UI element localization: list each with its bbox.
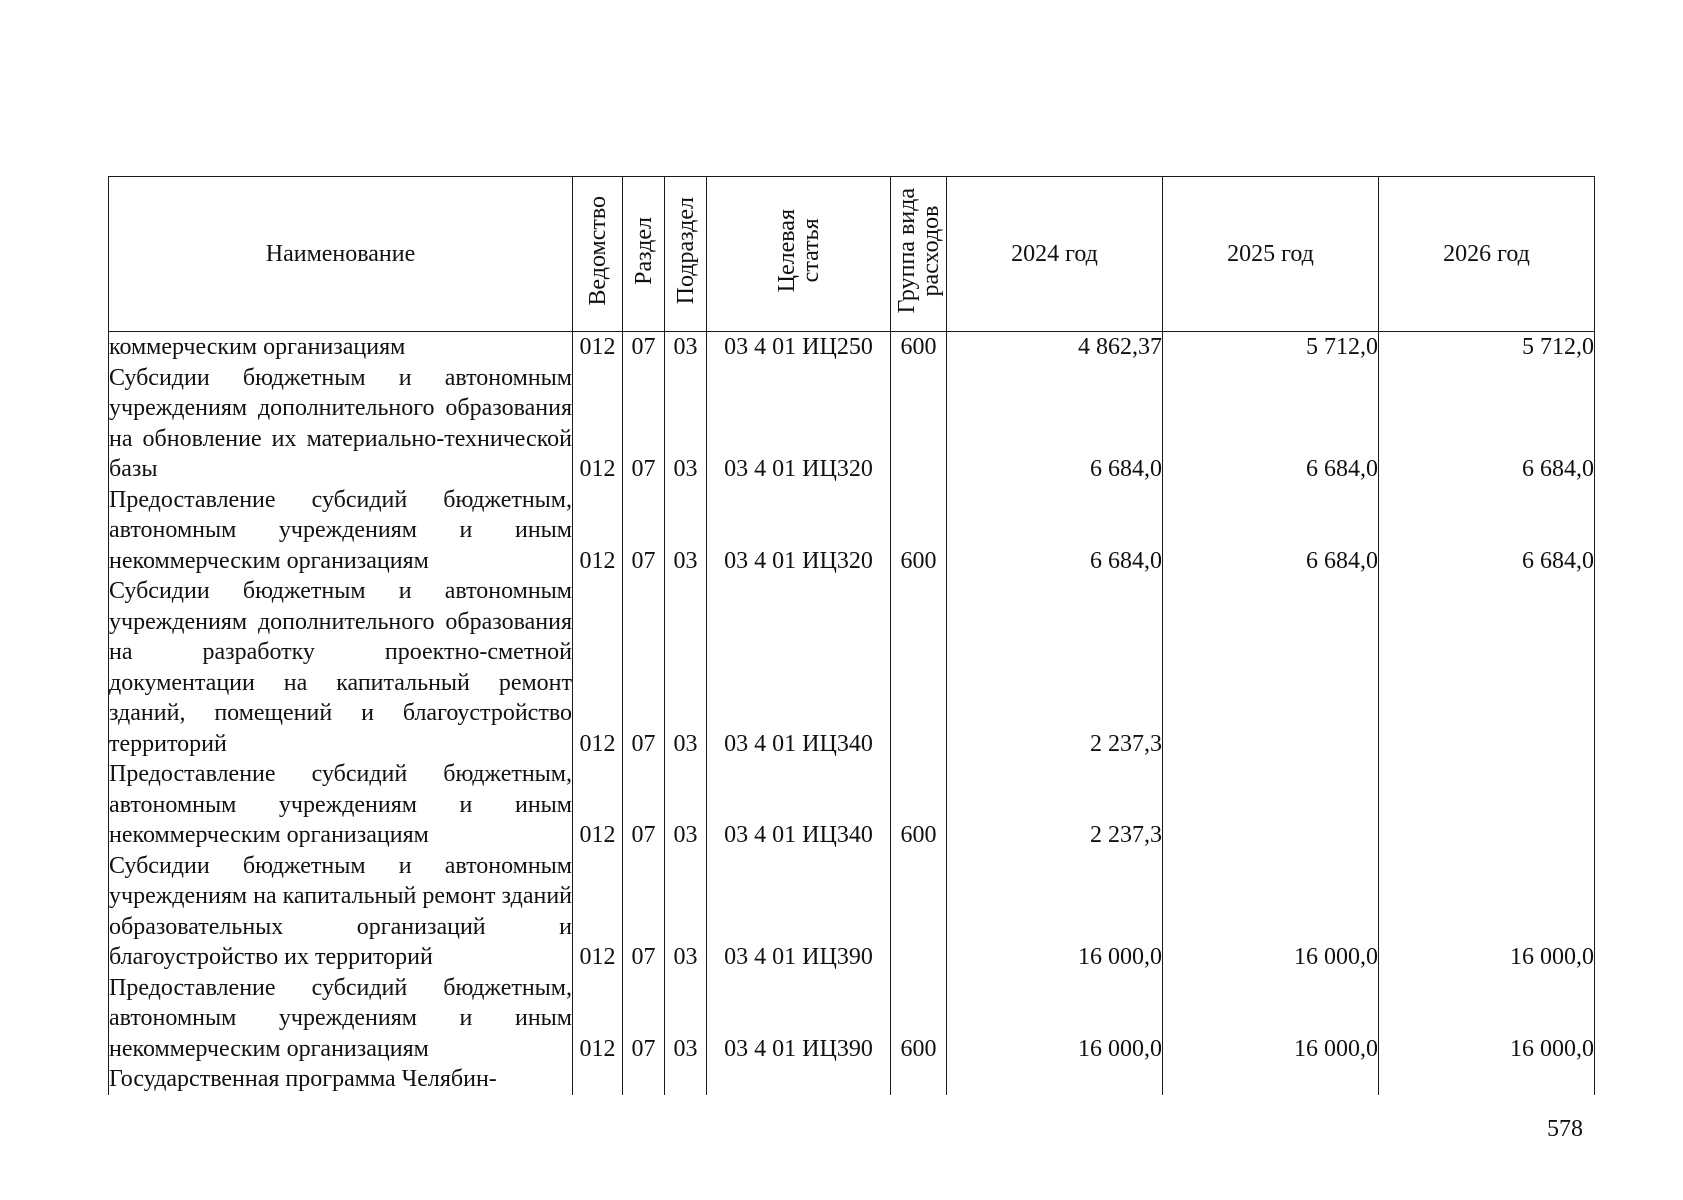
- row-name-text: Субсидии бюджетным и автономным учреждениям дополнительного образования на разработку проектно-сметной документации на капитальный ремонт зданий, помещений и благоустройство территорий: [109, 578, 572, 757]
- cell-y2025: [1163, 759, 1379, 851]
- cell-y2024: 2 237,3: [947, 576, 1163, 759]
- cell-group: 600: [891, 973, 947, 1065]
- header-name: Наименование: [109, 177, 573, 332]
- cell-y2026: 6 684,0: [1379, 485, 1595, 577]
- cell-y2025: 5 712,0: [1163, 332, 1379, 363]
- cell-target: 03 4 01 ИЦ390: [707, 851, 891, 973]
- cell-name: [109, 332, 573, 363]
- cell-group: [891, 1064, 947, 1095]
- cell-name: [109, 485, 573, 577]
- cell-y2026: [1379, 1064, 1595, 1095]
- cell-y2026: 5 712,0: [1379, 332, 1595, 363]
- row-name-text: Государственная программа Челябин-: [109, 1066, 497, 1092]
- cell-name: [109, 759, 573, 851]
- cell-target: 03 4 01 ИЦ340: [707, 759, 891, 851]
- cell-name: [109, 576, 573, 759]
- header-subsection: Подраздел: [665, 177, 707, 332]
- cell-target: 03 4 01 ИЦ390: [707, 973, 891, 1065]
- table-row: [109, 851, 1595, 973]
- cell-y2024: 4 862,37: [947, 332, 1163, 363]
- cell-y2024: 6 684,0: [947, 485, 1163, 577]
- cell-name: [109, 851, 573, 973]
- cell-subsection: 03: [665, 973, 707, 1065]
- table-row: [109, 973, 1595, 1065]
- header-dept: Ведомство: [573, 177, 623, 332]
- cell-section: [623, 1064, 665, 1095]
- table-row: [109, 485, 1595, 577]
- cell-y2026: [1379, 576, 1595, 759]
- cell-section: 07: [623, 851, 665, 973]
- cell-section: 07: [623, 576, 665, 759]
- row-name-text: Предоставление субсидий бюджетным, автономным учреждениям и иным некоммерческим организациям: [109, 974, 572, 1062]
- row-name-text: коммерческим организациям: [109, 334, 406, 360]
- row-name-text: Субсидии бюджетным и автономным учреждениям дополнительного образования на обновление их материально-технической базы: [109, 364, 572, 482]
- row-name-text: Предоставление субсидий бюджетным, автономным учреждениям и иным некоммерческим организациям: [109, 486, 572, 574]
- cell-section: 07: [623, 485, 665, 577]
- header-target: [707, 177, 891, 332]
- cell-subsection: 03: [665, 332, 707, 363]
- cell-dept: 012: [573, 973, 623, 1065]
- cell-y2024: 16 000,0: [947, 973, 1163, 1065]
- cell-group: [891, 363, 947, 485]
- cell-y2025: 16 000,0: [1163, 973, 1379, 1065]
- header-group: [891, 177, 947, 332]
- table-row: [109, 1064, 1595, 1095]
- cell-dept: 012: [573, 759, 623, 851]
- cell-group: 600: [891, 485, 947, 577]
- cell-section: 07: [623, 363, 665, 485]
- cell-section: 07: [623, 332, 665, 363]
- cell-y2024: 16 000,0: [947, 851, 1163, 973]
- header-2025: 2025 год: [1163, 177, 1379, 332]
- cell-target: 03 4 01 ИЦ320: [707, 363, 891, 485]
- cell-y2026: [1379, 759, 1595, 851]
- table-row: [109, 576, 1595, 759]
- cell-y2025: 6 684,0: [1163, 485, 1379, 577]
- table-row: [109, 363, 1595, 485]
- budget-table: [108, 176, 1595, 1095]
- cell-dept: 012: [573, 485, 623, 577]
- cell-subsection: 03: [665, 485, 707, 577]
- cell-dept: 012: [573, 851, 623, 973]
- cell-subsection: [665, 1064, 707, 1095]
- cell-dept: 012: [573, 576, 623, 759]
- cell-dept: [573, 1064, 623, 1095]
- cell-group: 600: [891, 332, 947, 363]
- header-target-text: Целевая статья: [773, 208, 824, 293]
- cell-subsection: 03: [665, 576, 707, 759]
- cell-y2025: [1163, 1064, 1379, 1095]
- cell-group: 600: [891, 759, 947, 851]
- cell-y2026: 16 000,0: [1379, 973, 1595, 1065]
- cell-target: 03 4 01 ИЦ250: [707, 332, 891, 363]
- cell-section: 07: [623, 759, 665, 851]
- row-name-text: Предоставление субсидий бюджетным, автономным учреждениям и иным некоммерческим организациям: [109, 761, 572, 848]
- cell-name: [109, 1064, 573, 1095]
- table-row: [109, 759, 1595, 851]
- table-body: [109, 332, 1595, 1095]
- header-2026: 2026 год: [1379, 177, 1595, 332]
- header-2024: 2024 год: [947, 177, 1163, 332]
- table-header: [109, 177, 1595, 332]
- cell-group: [891, 851, 947, 973]
- cell-name: [109, 363, 573, 485]
- cell-group: [891, 576, 947, 759]
- cell-y2025: [1163, 576, 1379, 759]
- cell-name: [109, 973, 573, 1065]
- cell-subsection: 03: [665, 851, 707, 973]
- cell-y2025: 16 000,0: [1163, 851, 1379, 973]
- table-row: [109, 332, 1595, 363]
- header-row: [109, 177, 1595, 332]
- cell-subsection: 03: [665, 759, 707, 851]
- cell-y2026: 6 684,0: [1379, 363, 1595, 485]
- header-group-text: Группа вида расходов: [893, 187, 944, 314]
- cell-dept: 012: [573, 332, 623, 363]
- cell-target: [707, 1064, 891, 1095]
- page-number: 578: [1547, 1116, 1583, 1142]
- cell-y2025: 6 684,0: [1163, 363, 1379, 485]
- cell-y2024: 6 684,0: [947, 363, 1163, 485]
- cell-dept: 012: [573, 363, 623, 485]
- cell-target: 03 4 01 ИЦ320: [707, 485, 891, 577]
- cell-target: 03 4 01 ИЦ340: [707, 576, 891, 759]
- cell-y2024: 2 237,3: [947, 759, 1163, 851]
- cell-subsection: 03: [665, 363, 707, 485]
- cell-y2026: 16 000,0: [1379, 851, 1595, 973]
- header-section: Раздел: [623, 177, 665, 332]
- cell-y2024: [947, 1064, 1163, 1095]
- row-name-text: Субсидии бюджетным и автономным учреждениям на капитальный ремонт зданий образовательных организаций и благоустройство их территорий: [109, 852, 572, 970]
- cell-section: 07: [623, 973, 665, 1065]
